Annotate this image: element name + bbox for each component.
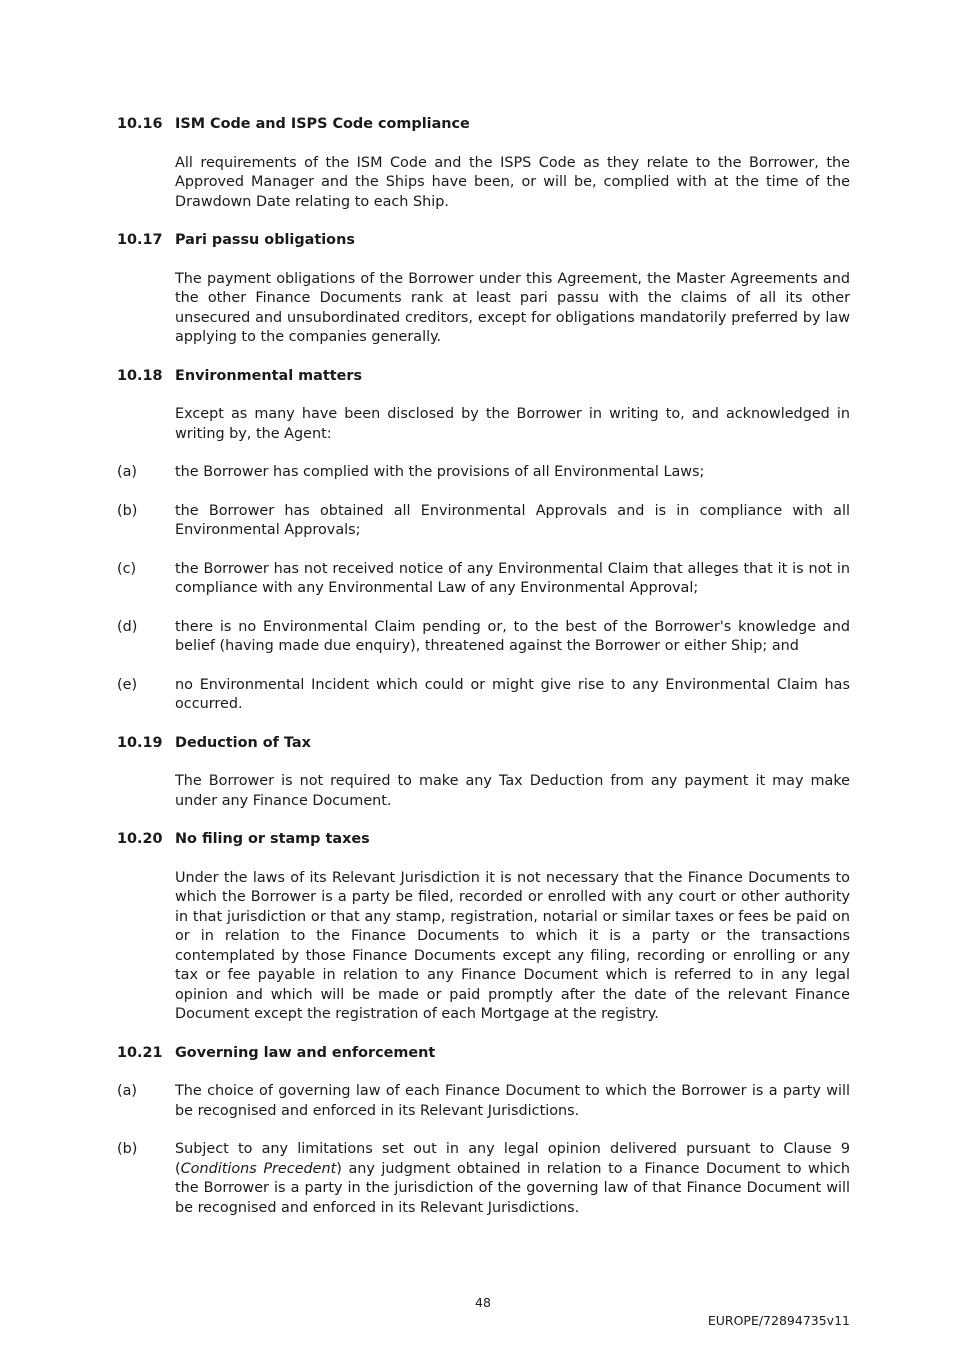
list-item <box>117 1082 850 1121</box>
section-heading-10-18 <box>117 367 850 387</box>
list-item-text: The choice of governing law of each Finance Document to which the Borrower is a party will be recognised and enforced in its Relevant Jurisdictions. <box>175 1083 850 1119</box>
list-item-text: the Borrower has complied with the provisions of all Environmental Laws; <box>175 464 705 480</box>
list-item-text-before: Subject to any limitations set out in any legal opinion delivered pursuant to Clause 9 ( <box>175 1141 850 1177</box>
list-item-label: (b) <box>117 502 138 519</box>
section-title: Deduction of Tax <box>175 734 311 751</box>
list-item <box>117 560 850 599</box>
section-number: 10.19 <box>117 734 163 751</box>
list-item <box>117 1140 850 1218</box>
list-item-text <box>175 1140 850 1218</box>
section-number: 10.17 <box>117 232 163 248</box>
section-heading-10-19 <box>117 734 850 754</box>
section-title: Governing law and enforcement <box>175 1044 436 1061</box>
section-paragraph: Under the laws of its Relevant Jurisdiction it is not necessary that the Finance Documents to which the Borrower is a party be filed, recorded or enrolled with any court or other authority in that jurisdiction or that any stamp, registration, notarial or similar taxes or fees be paid on or in relation to the Finance Documents to which it is a party or the transactions contemplated by those Finance Documents except any filing, recording or enrolling or any tax or fee payable in relation to any Finance Document which is referred to in any legal opinion and which will be made or paid promptly after the date of the relevant Finance Document except the registration of each Mortgage at the registry. <box>175 869 850 1022</box>
section-heading-10-17 <box>117 231 850 251</box>
page-number: 48 <box>475 1295 491 1310</box>
section-paragraph: The Borrower is not required to make any Tax Deduction from any payment it may make under any Finance Document. <box>175 773 850 809</box>
list-item-text: the Borrower has obtained all Environmental Approvals and is in compliance with all Environmental Approvals; <box>175 502 850 538</box>
section-paragraph: All requirements of the ISM Code and the ISPS Code as they relate to the Borrower, the Approved Manager and the Ships have been, or will be, complied with at the time of the Drawdown Date relating to each Ship. <box>175 154 850 210</box>
section-title: ISM Code and ISPS Code compliance <box>175 116 470 132</box>
list-item-text: the Borrower has not received notice of any Environmental Claim that alleges that it is not in compliance with any Environmental Law of any Environmental Approval; <box>175 560 850 596</box>
list-item-label: (a) <box>117 1083 138 1099</box>
section-title: Environmental matters <box>175 367 363 384</box>
list-item <box>117 502 850 541</box>
section-heading-10-20 <box>117 830 850 850</box>
list-item-label: (b) <box>117 1141 138 1157</box>
section-number: 10.20 <box>117 831 163 847</box>
list-item <box>117 463 850 483</box>
document-reference: EUROPE/72894735v11 <box>707 1313 850 1328</box>
section-paragraph: The payment obligations of the Borrower under this Agreement, the Master Agreements and the other Finance Documents rank at least pari passu with the claims of all its other unsecured and unsubordinated creditors, except for obligations mandatorily preferred by law applying to the companies generally. <box>175 270 850 345</box>
list-item-text: no Environmental Incident which could or might give rise to any Environmental Claim has occurred. <box>175 676 850 712</box>
section-title: Pari passu obligations <box>175 232 355 248</box>
section-title: No filing or stamp taxes <box>175 831 370 847</box>
list-item-label: (e) <box>117 676 138 693</box>
list-item-label: (c) <box>117 560 137 577</box>
section-heading-10-16 <box>117 115 850 135</box>
section-number: 10.18 <box>117 367 163 384</box>
document-body <box>117 115 850 1237</box>
list-item <box>117 676 850 715</box>
list-item-text: there is no Environmental Claim pending or, to the best of the Borrower's knowledge and belief (having made due enquiry), threatened against the Borrower or either Ship; and <box>175 618 850 654</box>
list-item <box>117 618 850 657</box>
section-heading-10-21 <box>117 1044 850 1064</box>
list-item-label: (d) <box>117 618 138 635</box>
section-number: 10.21 <box>117 1044 163 1061</box>
list-item-text-after: ) any judgment obtained in relation to a Finance Document to which the Borrower is a party in the jurisdiction of the governing law of that Finance Document will be recognised and enforced in its Relevant Jurisdictions. <box>175 1160 850 1216</box>
section-number: 10.16 <box>117 116 163 132</box>
section-paragraph: Except as many have been disclosed by the Borrower in writing to, and acknowledged in writing by, the Agent: <box>175 406 850 442</box>
list-item-label: (a) <box>117 464 138 480</box>
clause-reference-italic: Conditions Precedent <box>180 1160 337 1177</box>
